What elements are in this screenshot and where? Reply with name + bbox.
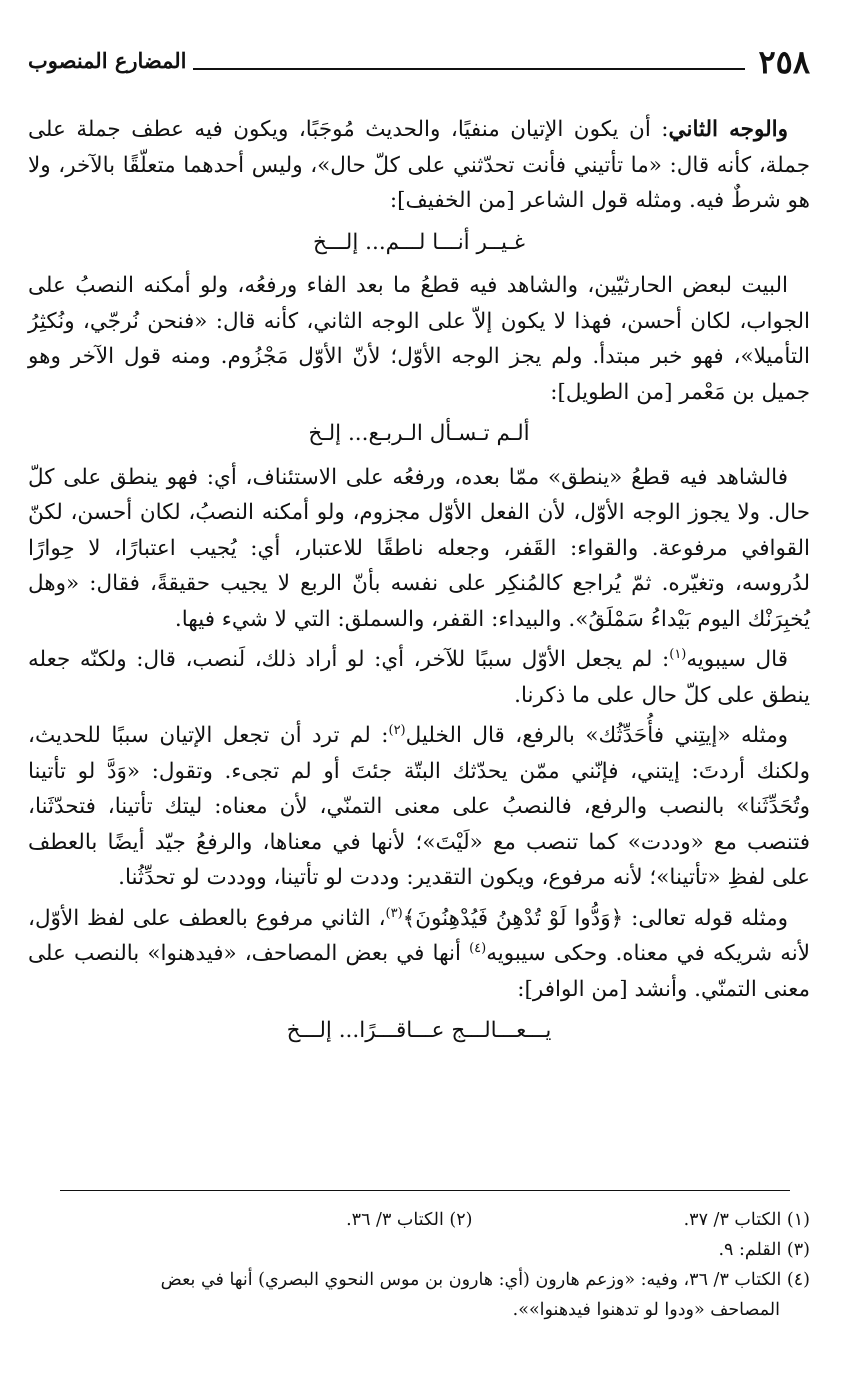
running-title: المضارع المنصوب <box>28 48 187 73</box>
paragraph <box>28 642 810 713</box>
paragraph <box>28 718 810 896</box>
page-header <box>28 42 810 82</box>
paragraph-text: ، الثاني مرفوع بالعطف على لفظ الأوّل، لأنه شريكه في معناه. وحكى سيبويه <box>28 905 810 966</box>
paragraph <box>28 901 810 1008</box>
paragraph-text: : لم ترد أن تجعل الإتيان سببًا للحديث، ولكنك أردتَ: إيتني، فإنّني ممّن يحدّثك البتّة جئتَ أو لم تجىء. وتقول: «وَدَّ لو تأتينا وتُحَدِّثَنا» بالنصب والرفع، فالنصبُ على معنى التمنّي، لأن معناه: ليتك تأتينا، فتحدّثَنا، فتنصب مع «وددت» كما تنصب مع «لَيْتَ»؛ لأنها في معناها، والرفعُ جيّد أيضًا بالعطف على لفظِ «تأتينا»؛ لأنه مرفوع، ويكون التقدير: وددت لو تأتينا، ووددت لو تحدِّثُنا. <box>28 723 810 890</box>
verse-line: يـــعـــالـــج عـــاقـــرًا... إلـــخ <box>286 1018 552 1043</box>
paragraph: البيت لبعض الحارثيّين، والشاهد فيه قطعُ ما بعد الفاء ورفعُه، ولو أمكنه النصبُ على الجواب، لكان أحسن، فهذا لا يكون إلاّ على الوجه الثاني، كأنه قال: «فنحن نُرجّي، ونُكثِرُ التأميلا»، فهو خبر مبتدأ. ولم يجز الوجه الأوّل؛ لأنّ الأوّل مَجْزُوم. ومنه قول الآخر وهو جميل بن مَعْمر [من الطويل]: <box>28 273 810 405</box>
footnote: (١) الكتاب ٣/ ٣٧. <box>683 1210 810 1230</box>
footnote-ref[interactable]: (١) <box>669 646 687 662</box>
paragraph-text: : لم يجعل الأوّل سببًا للآخر، أي: لو أراد ذلك، لَنصب، قال: ولكنّه جعله ينطق على كلّ حال على ما ذكرنا. <box>28 647 810 708</box>
footnote-ref[interactable]: (٤) <box>469 940 487 956</box>
footnote: (٤) الكتاب ٣/ ٣٦، وفيه: «وزعم هارون (أي: هارون بن موس النحوي البصري) أنها في بعض <box>160 1270 810 1290</box>
footnote-continuation: المصاحف «ودوا لو تدهنوا فيدهنوا»». <box>512 1300 780 1320</box>
footnotes <box>60 1205 810 1325</box>
footnote: (٢) الكتاب ٣/ ٣٦. <box>346 1210 473 1230</box>
paragraph-text: أنها في بعض المصاحف، «فيدهنوا» بالنصب على معنى التمنّي. وأنشد [من الوافر]: <box>28 941 810 1002</box>
verse-line: غـيــر أنـــا لـــم... إلـــخ <box>313 229 525 255</box>
page-number: ٢٥٨ <box>758 43 810 81</box>
footnote-ref[interactable]: (٣) <box>385 905 403 921</box>
footnote: (٣) القلم: ٩. <box>718 1240 810 1260</box>
paragraph: فالشاهد فيه قطعُ «ينطق» ممّا بعده، ورفعُه على الاستئناف، أي: فهو ينطق على كلّ حال. ولا يجوز الوجه الأوّل، لأن الفعل الأوّل مجزوم، ولو أمكنه النصبُ، لكان أحسن، لكنّ القوافي مرفوعة. والقواء: القَفر، وجعله ناطقًا للاعتبار، أي: يُجيب اعتبارًا، لا حِوارًا لدُروسه، وتغيّره. ثمّ يُراجع كالمُنكِر على نفسه بأنّ الربع لا يجيب حقيقةً، فقال: «وهل يُخبِرَنْك اليوم بَيْداءُ سَمْلَقُ». والبيداء: القفر، والسملق: التي لا شيء فيها. <box>28 464 810 632</box>
paragraph-text: قال سيبويه <box>686 647 788 672</box>
verse-line: ألـم تـسـأل الـربـع... إلـخ <box>308 421 530 446</box>
header-rule <box>193 68 745 70</box>
paragraph-lead: والوجه الثاني <box>668 117 788 142</box>
body-text <box>28 112 810 1057</box>
paragraph-text: ومثله قوله تعالى: ﴿وَدُّوا لَوْ تُدْهِنُ فَيُدْهِنُونَ﴾ <box>402 905 788 931</box>
footnote-row <box>60 1205 810 1235</box>
footnote-rule <box>60 1190 790 1191</box>
paragraph-text: ومثله «إيتِني فأُحَدِّثُك» بالرفع، قال الخليل <box>405 723 788 748</box>
footnote-ref[interactable]: (٢) <box>388 722 406 738</box>
paragraph-text: : أن يكون الإتيان منفيًا، والحديث مُوجَبًا، ويكون فيه عطف جملة على جملة، كأنه قال: «ما تأتيني فأنت تحدّثني على كلّ حال»، وليس أحدهما متعلّقًا بالآخر، ولا هو شرطٌ فيه. ومثله قول الشاعر [من الخفيف]: <box>28 117 810 213</box>
paragraph <box>28 112 810 219</box>
